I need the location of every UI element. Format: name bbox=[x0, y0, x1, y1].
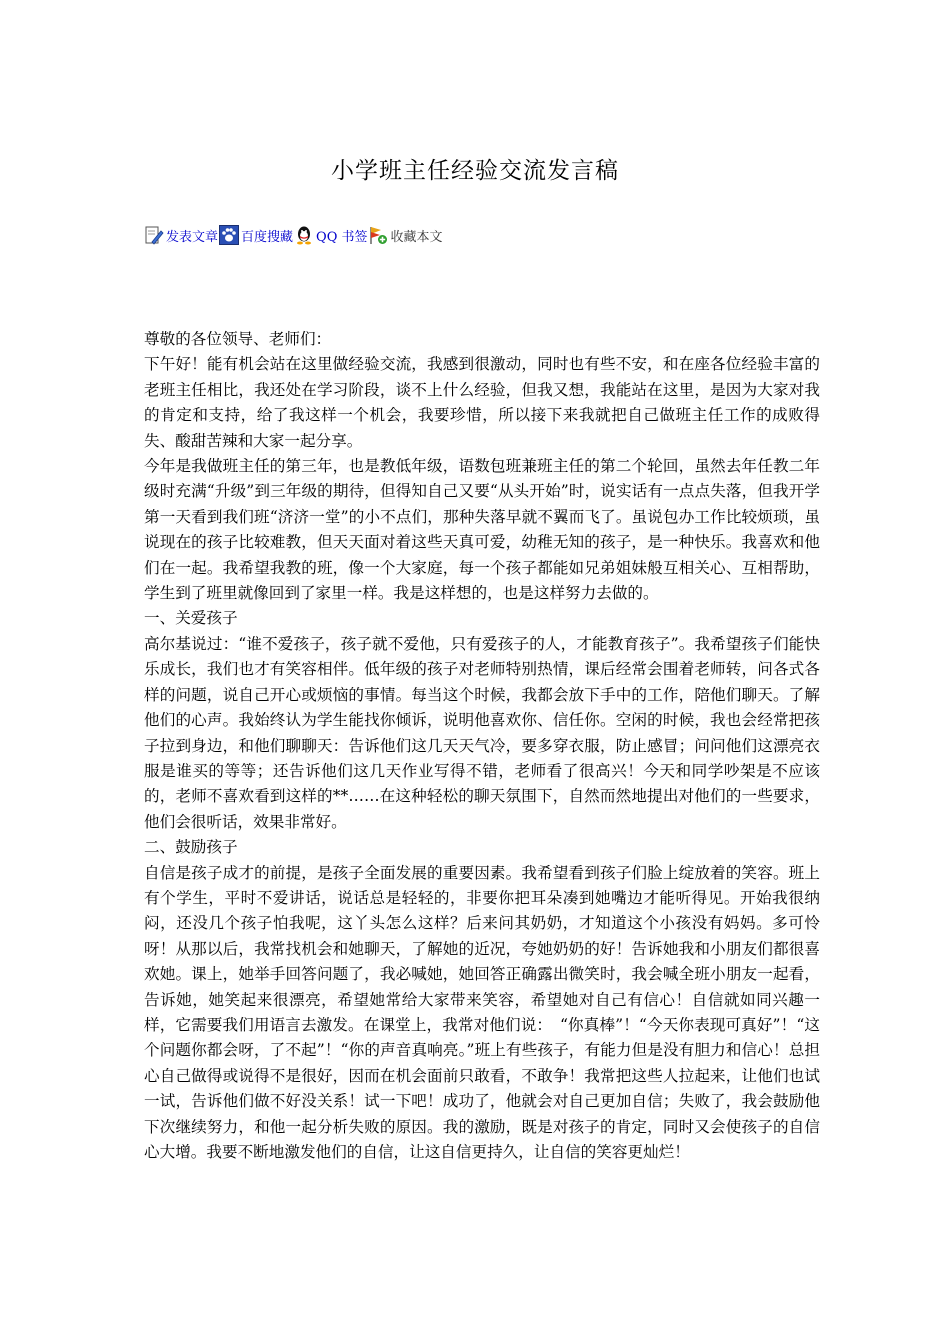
baidu-bookmark-label[interactable]: 百度搜藏 bbox=[241, 229, 294, 245]
post-article-label[interactable]: 发表文章 bbox=[166, 229, 219, 245]
qq-penguin-icon bbox=[294, 225, 314, 245]
article-body bbox=[144, 327, 820, 1165]
baidu-paw-icon bbox=[219, 225, 239, 245]
body-paragraph: 高尔基说过：“谁不爱孩子，孩子就不爱他，只有爱孩子的人，才能教育孩子”。我希望孩子们能快乐成长，我们也才有笑容相伴。低年级的孩子对老师特别热情，课后经常会围着老师转，问各式各样的问题，说自己开心或烦恼的事情。每当这个时候，我都会放下手中的工作，陪他们聊天。了解他们的心声。我始终认为学生能找你倾诉，说明他喜欢你、信任你。空闲的时候，我也会经常把孩子拉到身边，和他们聊聊天：告诉他们这几天天气冷，要多穿衣服，防止感冒；问问他们这漂亮衣服是谁买的等等；还告诉他们这几天作业写得不错，老师看了很高兴！今天和同学吵架是不应该的，老师不喜欢看到这样的**……在这种轻松的聊天氛围下，自然而然地提出对他们的一些要求，他们会很听话，效果非常好。 bbox=[144, 634, 820, 831]
body-paragraph: 下午好！能有机会站在这里做经验交流，我感到很激动，同时也有些不安，和在座各位经验丰富的老班主任相比，我还处在学习阶段，谈不上什么经验，但我又想，我能站在这里，是因为大家对我的肯定和支持，给了我这样一个机会，我要珍惜，所以接下来我就把自己做班主任工作的成败得失、酸甜苦辣和大家一起分享。 bbox=[144, 355, 820, 450]
greeting-line: 尊敬的各位领导、老师们： bbox=[144, 330, 332, 348]
body-paragraph: 自信是孩子成才的前提，是孩子全面发展的重要因素。我希望看到孩子们脸上绽放着的笑容。班上有个学生，平时不爱讲话，说话总是轻轻的，非要你把耳朵凑到她嘴边才能听得见。开始我很纳闷，还没几个孩子怕我呢，这丫头怎么这样？后来问其奶奶，才知道这个小孩没有妈妈。多可怜呀！从那以后，我常找机会和她聊天，了解她的近况，夸她奶奶的好！告诉她我和小朋友们都很喜欢她。课上，她举手回答问题了，我必喊她，她回答正确露出微笑时，我会喊全班小朋友一起看，告诉她，她笑起来很漂亮，希望她常给大家带来笑容，希望她对自己有信心！自信就如同兴趣一样，它需要我们用语言去激发。在课堂上，我常对他们说： “你真棒”！“今天你表现可真好”！“这个问题你都会呀，了不起”！“你的声音真响亮。”班上有些孩子，有能力但是没有胆力和信心！总担心自己做得或说得不是很好，因而在机会面前只敢看，不敢争！我常把这些人拉起来，让他们也试一试，告诉他们做不好没关系！试一下吧！成功了，他就会对自己更加自信；失败了，我会鼓励他下次继续努力，和他一起分析失败的原因。我的激励，既是对孩子的肯定，同时又会使孩子的自信心大增。我要不断地激发他们的自信，让这自信更持久，让自信的笑容更灿烂！ bbox=[144, 863, 820, 1161]
post-article-link[interactable] bbox=[144, 225, 218, 245]
baidu-bookmark-link[interactable] bbox=[219, 225, 293, 245]
flag-add-icon bbox=[368, 225, 388, 245]
document-title: 小学班主任经验交流发言稿 bbox=[331, 158, 619, 184]
section-heading: 二、鼓励孩子 bbox=[144, 838, 238, 857]
favorite-article-link[interactable] bbox=[368, 225, 442, 245]
favorite-article-label[interactable]: 收藏本文 bbox=[390, 229, 443, 245]
share-toolbar bbox=[144, 222, 444, 248]
body-paragraph: 今年是我做班主任的第三年，也是教低年级，语数包班兼班主任的第二个轮回，虽然去年任教二年级时充满“升级”到三年级的期待，但得知自己又要“从头开始”时，说实话有一点点失落，但我开学第一天看到我们班“济济一堂”的小不点们，那种失落早就不翼而飞了。虽说包办工作比较烦琐，虽说现在的孩子比较难教，但天天面对着这些天真可爱，幼稚无知的孩子，是一种快乐。我喜欢和他们在一起。我希望我教的班，像一个大家庭，每一个孩子都能如兄弟姐妹般互相关心、互相帮助，学生到了班里就像回到了家里一样。我是这样想的，也是这样努力去做的。 bbox=[144, 457, 820, 603]
pencil-paper-icon bbox=[144, 225, 164, 245]
qq-bookmark-label[interactable]: QQ 书签 bbox=[316, 229, 368, 245]
qq-bookmark-link[interactable] bbox=[294, 225, 367, 245]
section-heading: 一、关爱孩子 bbox=[144, 609, 238, 628]
